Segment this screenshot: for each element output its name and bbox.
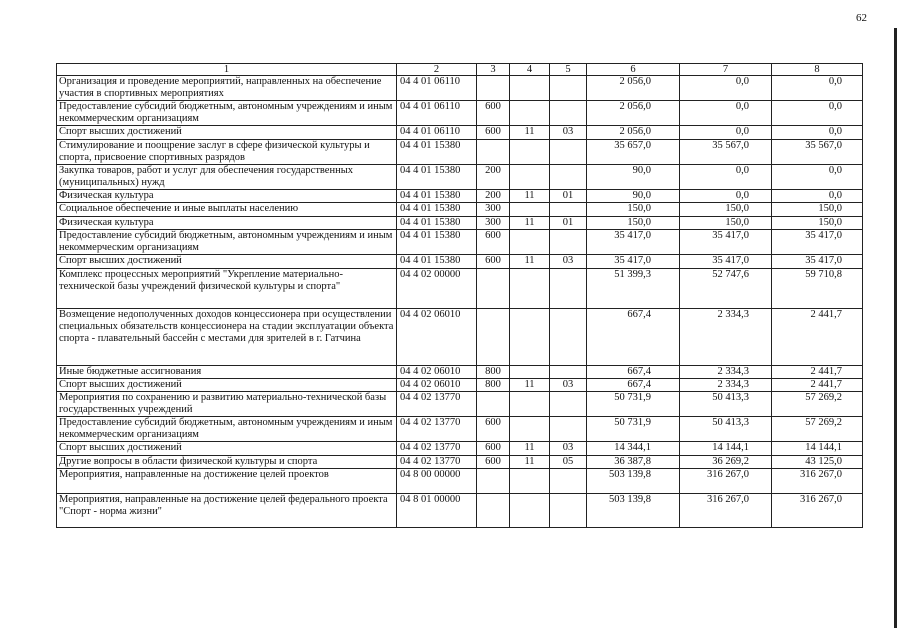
subsection-cell bbox=[550, 366, 587, 379]
table-row bbox=[57, 366, 863, 379]
section-cell: 11 bbox=[510, 255, 550, 269]
section-cell: 11 bbox=[510, 217, 550, 230]
amount-col7-cell: 0,0 bbox=[680, 190, 772, 203]
amount-col6-cell: 503 139,8 bbox=[587, 469, 680, 494]
amount-col6-cell: 14 344,1 bbox=[587, 442, 680, 456]
section-cell bbox=[510, 309, 550, 366]
expense-type-cell: 600 bbox=[477, 442, 510, 456]
table-row bbox=[57, 417, 863, 442]
subsection-cell bbox=[550, 101, 587, 126]
amount-col6-cell: 35 417,0 bbox=[587, 255, 680, 269]
table-row bbox=[57, 203, 863, 217]
item-name-cell: Физическая культура bbox=[57, 190, 397, 203]
target-code-cell: 04 4 01 15380 bbox=[397, 217, 477, 230]
expense-type-cell: 300 bbox=[477, 217, 510, 230]
target-code-cell: 04 4 01 15380 bbox=[397, 255, 477, 269]
subsection-cell: 03 bbox=[550, 126, 587, 140]
subsection-cell: 01 bbox=[550, 217, 587, 230]
target-code-cell: 04 4 01 15380 bbox=[397, 230, 477, 255]
table-row bbox=[57, 217, 863, 230]
amount-col6-cell: 2 056,0 bbox=[587, 76, 680, 101]
amount-col6-cell: 50 731,9 bbox=[587, 417, 680, 442]
item-name-cell: Закупка товаров, работ и услуг для обеспечения государственных (муниципальных) нужд bbox=[57, 165, 397, 190]
amount-col6-cell: 503 139,8 bbox=[587, 494, 680, 528]
table-row bbox=[57, 126, 863, 140]
target-code-cell: 04 4 02 13770 bbox=[397, 392, 477, 417]
header-cell: 4 bbox=[510, 64, 550, 76]
section-cell bbox=[510, 203, 550, 217]
amount-col7-cell: 50 413,3 bbox=[680, 417, 772, 442]
amount-col8-cell: 43 125,0 bbox=[772, 456, 863, 469]
table-row bbox=[57, 469, 863, 494]
expense-type-cell: 600 bbox=[477, 126, 510, 140]
item-name-cell: Мероприятия, направленные на достижение целей проектов bbox=[57, 469, 397, 494]
amount-col8-cell: 2 441,7 bbox=[772, 366, 863, 379]
section-cell: 11 bbox=[510, 379, 550, 392]
amount-col8-cell: 316 267,0 bbox=[772, 494, 863, 528]
subsection-cell bbox=[550, 309, 587, 366]
amount-col6-cell: 36 387,8 bbox=[587, 456, 680, 469]
amount-col7-cell: 2 334,3 bbox=[680, 366, 772, 379]
amount-col7-cell: 35 417,0 bbox=[680, 255, 772, 269]
amount-col7-cell: 150,0 bbox=[680, 217, 772, 230]
amount-col8-cell: 57 269,2 bbox=[772, 417, 863, 442]
header-cell: 7 bbox=[680, 64, 772, 76]
target-code-cell: 04 4 02 13770 bbox=[397, 442, 477, 456]
section-cell bbox=[510, 392, 550, 417]
item-name-cell: Социальное обеспечение и иные выплаты населению bbox=[57, 203, 397, 217]
item-name-cell: Предоставление субсидий бюджетным, автономным учреждениям и иным некоммерческим организациям bbox=[57, 230, 397, 255]
header-cell: 8 bbox=[772, 64, 863, 76]
section-cell: 11 bbox=[510, 190, 550, 203]
page-number: 62 bbox=[856, 12, 867, 24]
amount-col6-cell: 150,0 bbox=[587, 217, 680, 230]
amount-col8-cell: 0,0 bbox=[772, 76, 863, 101]
table-row bbox=[57, 190, 863, 203]
expense-type-cell bbox=[477, 309, 510, 366]
item-name-cell: Предоставление субсидий бюджетным, автономным учреждениям и иным некоммерческим организациям bbox=[57, 417, 397, 442]
amount-col6-cell: 150,0 bbox=[587, 203, 680, 217]
expense-type-cell: 800 bbox=[477, 379, 510, 392]
expense-type-cell bbox=[477, 392, 510, 417]
expense-type-cell bbox=[477, 469, 510, 494]
amount-col6-cell: 667,4 bbox=[587, 379, 680, 392]
item-name-cell: Спорт высших достижений bbox=[57, 379, 397, 392]
amount-col8-cell: 2 441,7 bbox=[772, 379, 863, 392]
subsection-cell bbox=[550, 494, 587, 528]
section-cell bbox=[510, 469, 550, 494]
amount-col7-cell: 2 334,3 bbox=[680, 309, 772, 366]
amount-col6-cell: 667,4 bbox=[587, 366, 680, 379]
target-code-cell: 04 8 01 00000 bbox=[397, 494, 477, 528]
section-cell bbox=[510, 165, 550, 190]
item-name-cell: Стимулирование и поощрение заслуг в сфере физической культуры и спорта, присвоение спортивных разрядов bbox=[57, 140, 397, 165]
amount-col7-cell: 50 413,3 bbox=[680, 392, 772, 417]
amount-col6-cell: 35 657,0 bbox=[587, 140, 680, 165]
amount-col8-cell: 35 417,0 bbox=[772, 230, 863, 255]
target-code-cell: 04 4 01 15380 bbox=[397, 140, 477, 165]
subsection-cell bbox=[550, 392, 587, 417]
subsection-cell: 03 bbox=[550, 442, 587, 456]
amount-col7-cell: 316 267,0 bbox=[680, 494, 772, 528]
amount-col6-cell: 667,4 bbox=[587, 309, 680, 366]
table-row bbox=[57, 456, 863, 469]
subsection-cell: 03 bbox=[550, 255, 587, 269]
expense-type-cell: 600 bbox=[477, 417, 510, 442]
table-row bbox=[57, 101, 863, 126]
expense-type-cell bbox=[477, 76, 510, 101]
amount-col6-cell: 2 056,0 bbox=[587, 101, 680, 126]
amount-col7-cell: 0,0 bbox=[680, 76, 772, 101]
section-cell bbox=[510, 494, 550, 528]
target-code-cell: 04 4 01 06110 bbox=[397, 76, 477, 101]
expense-type-cell bbox=[477, 494, 510, 528]
table-row bbox=[57, 379, 863, 392]
amount-col7-cell: 0,0 bbox=[680, 165, 772, 190]
item-name-cell: Предоставление субсидий бюджетным, автономным учреждениям и иным некоммерческим организациям bbox=[57, 101, 397, 126]
table-row bbox=[57, 255, 863, 269]
subsection-cell bbox=[550, 230, 587, 255]
header-cell: 1 bbox=[57, 64, 397, 76]
item-name-cell: Иные бюджетные ассигнования bbox=[57, 366, 397, 379]
section-cell: 11 bbox=[510, 456, 550, 469]
table-row bbox=[57, 309, 863, 366]
item-name-cell: Возмещение недополученных доходов концессионера при осуществлении специальных обязательств концессионера на стадии эксплуатации объекта спорта - плавательный бассейн с местами для зрителей в г. Гатчина bbox=[57, 309, 397, 366]
amount-col8-cell: 316 267,0 bbox=[772, 469, 863, 494]
item-name-cell: Спорт высших достижений bbox=[57, 442, 397, 456]
table-row bbox=[57, 140, 863, 165]
section-cell: 11 bbox=[510, 126, 550, 140]
header-cell: 6 bbox=[587, 64, 680, 76]
table-row bbox=[57, 230, 863, 255]
subsection-cell bbox=[550, 417, 587, 442]
amount-col8-cell: 2 441,7 bbox=[772, 309, 863, 366]
table-row bbox=[57, 269, 863, 309]
item-name-cell: Мероприятия по сохранению и развитию материально-технической базы государственных учреждений bbox=[57, 392, 397, 417]
target-code-cell: 04 4 01 15380 bbox=[397, 190, 477, 203]
target-code-cell: 04 4 01 06110 bbox=[397, 126, 477, 140]
target-code-cell: 04 4 02 13770 bbox=[397, 417, 477, 442]
amount-col8-cell: 0,0 bbox=[772, 126, 863, 140]
subsection-cell bbox=[550, 269, 587, 309]
amount-col7-cell: 150,0 bbox=[680, 203, 772, 217]
table-row bbox=[57, 392, 863, 417]
expense-type-cell: 600 bbox=[477, 255, 510, 269]
expense-type-cell: 600 bbox=[477, 456, 510, 469]
amount-col8-cell: 0,0 bbox=[772, 101, 863, 126]
subsection-cell bbox=[550, 165, 587, 190]
amount-col7-cell: 0,0 bbox=[680, 126, 772, 140]
target-code-cell: 04 8 00 00000 bbox=[397, 469, 477, 494]
amount-col7-cell: 52 747,6 bbox=[680, 269, 772, 309]
subsection-cell bbox=[550, 140, 587, 165]
amount-col8-cell: 0,0 bbox=[772, 165, 863, 190]
target-code-cell: 04 4 02 06010 bbox=[397, 309, 477, 366]
expense-type-cell: 200 bbox=[477, 190, 510, 203]
section-cell bbox=[510, 101, 550, 126]
target-code-cell: 04 4 01 15380 bbox=[397, 203, 477, 217]
subsection-cell: 05 bbox=[550, 456, 587, 469]
target-code-cell: 04 4 02 00000 bbox=[397, 269, 477, 309]
subsection-cell bbox=[550, 203, 587, 217]
amount-col6-cell: 50 731,9 bbox=[587, 392, 680, 417]
item-name-cell: Другие вопросы в области физической культуры и спорта bbox=[57, 456, 397, 469]
item-name-cell: Комплекс процессных мероприятий "Укрепление материально-технической базы учреждений физической культуры и спорта" bbox=[57, 269, 397, 309]
item-name-cell: Мероприятия, направленные на достижение целей федерального проекта "Спорт - норма жизни" bbox=[57, 494, 397, 528]
target-code-cell: 04 4 01 15380 bbox=[397, 165, 477, 190]
subsection-cell: 01 bbox=[550, 190, 587, 203]
section-cell bbox=[510, 366, 550, 379]
amount-col7-cell: 35 417,0 bbox=[680, 230, 772, 255]
table-body bbox=[57, 76, 863, 528]
expense-type-cell: 300 bbox=[477, 203, 510, 217]
amount-col7-cell: 2 334,3 bbox=[680, 379, 772, 392]
subsection-cell bbox=[550, 469, 587, 494]
section-cell bbox=[510, 417, 550, 442]
section-cell bbox=[510, 140, 550, 165]
table-row bbox=[57, 165, 863, 190]
table-row bbox=[57, 442, 863, 456]
item-name-cell: Организация и проведение мероприятий, направленных на обеспечение участия в спортивных мероприятиях bbox=[57, 76, 397, 101]
expense-type-cell bbox=[477, 140, 510, 165]
expense-type-cell: 800 bbox=[477, 366, 510, 379]
page-edge-bar bbox=[894, 28, 897, 628]
section-cell bbox=[510, 230, 550, 255]
amount-col7-cell: 36 269,2 bbox=[680, 456, 772, 469]
section-cell: 11 bbox=[510, 442, 550, 456]
amount-col6-cell: 90,0 bbox=[587, 165, 680, 190]
amount-col7-cell: 35 567,0 bbox=[680, 140, 772, 165]
amount-col8-cell: 0,0 bbox=[772, 190, 863, 203]
expense-type-cell: 600 bbox=[477, 230, 510, 255]
amount-col8-cell: 59 710,8 bbox=[772, 269, 863, 309]
header-cell: 2 bbox=[397, 64, 477, 76]
amount-col6-cell: 90,0 bbox=[587, 190, 680, 203]
amount-col6-cell: 2 056,0 bbox=[587, 126, 680, 140]
amount-col8-cell: 35 567,0 bbox=[772, 140, 863, 165]
amount-col8-cell: 35 417,0 bbox=[772, 255, 863, 269]
header-cell: 3 bbox=[477, 64, 510, 76]
item-name-cell: Спорт высших достижений bbox=[57, 255, 397, 269]
target-code-cell: 04 4 02 06010 bbox=[397, 366, 477, 379]
amount-col8-cell: 14 144,1 bbox=[772, 442, 863, 456]
section-cell bbox=[510, 76, 550, 101]
item-name-cell: Спорт высших достижений bbox=[57, 126, 397, 140]
amount-col7-cell: 0,0 bbox=[680, 101, 772, 126]
amount-col7-cell: 14 144,1 bbox=[680, 442, 772, 456]
table-row bbox=[57, 76, 863, 101]
budget-table bbox=[56, 63, 863, 528]
header-row bbox=[57, 64, 863, 76]
expense-type-cell bbox=[477, 269, 510, 309]
target-code-cell: 04 4 01 06110 bbox=[397, 101, 477, 126]
subsection-cell bbox=[550, 76, 587, 101]
item-name-cell: Физическая культура bbox=[57, 217, 397, 230]
amount-col7-cell: 316 267,0 bbox=[680, 469, 772, 494]
section-cell bbox=[510, 269, 550, 309]
target-code-cell: 04 4 02 06010 bbox=[397, 379, 477, 392]
amount-col6-cell: 35 417,0 bbox=[587, 230, 680, 255]
amount-col8-cell: 57 269,2 bbox=[772, 392, 863, 417]
amount-col8-cell: 150,0 bbox=[772, 217, 863, 230]
amount-col8-cell: 150,0 bbox=[772, 203, 863, 217]
expense-type-cell: 600 bbox=[477, 101, 510, 126]
header-cell: 5 bbox=[550, 64, 587, 76]
expense-type-cell: 200 bbox=[477, 165, 510, 190]
subsection-cell: 03 bbox=[550, 379, 587, 392]
target-code-cell: 04 4 02 13770 bbox=[397, 456, 477, 469]
table-row bbox=[57, 494, 863, 528]
amount-col6-cell: 51 399,3 bbox=[587, 269, 680, 309]
